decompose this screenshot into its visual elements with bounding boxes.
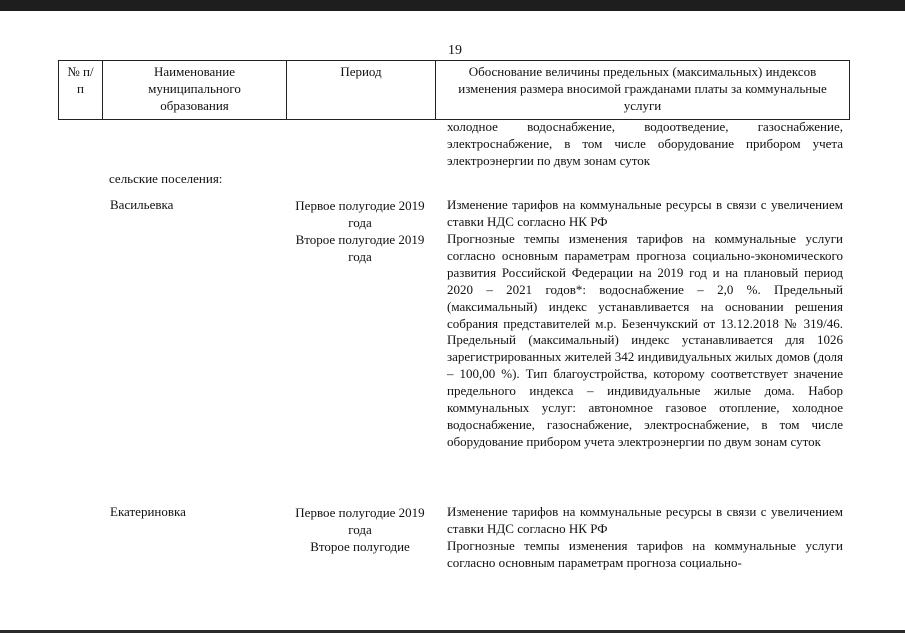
header-col-name: Наименование муниципального образования bbox=[103, 61, 287, 119]
row-1-text-2: Прогнозные темпы изменения тарифов на коммунальные услуги согласно основным параметрам прогноза социально-экономического развития Российской Федерации на 2019 год и на плановый период 2020 – 2021 годов*: водоснабжение – 2,0 %. Предельный (максимальный) индекс устанавливается на основании решения собрания представителей м.р. Безенчукский от 13.12.2018 № 319/46. Предельный (максимальный) индекс устанавливается для 1026 зарегистрированных жителей 342 индивидуальных жилых домов (доля – 100,00 %). Тип благоустройства, которому соответствует значение предельного индекса – индивидуальные жилые дома. Набор коммунальных услуг: автономное газовое отопление, холодное водоснабжение, газоснабжение, электроснабжение, в том числе оборудование прибором учета электроэнергии по двум зонам суток bbox=[447, 231, 843, 449]
row-2-text-2: Прогнозные темпы изменения тарифов на коммунальные услуги согласно основным параметрам прогноза социально- bbox=[447, 538, 843, 570]
page-number: 19 bbox=[448, 43, 462, 58]
table-header bbox=[58, 60, 850, 120]
row-1-period-2: Второе полугодие 2019 года bbox=[295, 232, 425, 264]
header-col-period: Период bbox=[287, 61, 436, 119]
continuation-text: холодное водоснабжение, водоотведение, газоснабжение, электроснабжение, в том числе оборудование прибором учета электроэнергии по двум зонам суток bbox=[447, 119, 843, 168]
bottom-border-rule bbox=[0, 630, 905, 633]
top-border-rule bbox=[0, 0, 905, 11]
row-2-text-1: Изменение тарифов на коммунальные ресурсы в связи с увеличением ставки НДС согласно НК РФ bbox=[447, 504, 843, 536]
row-1-municipality: Васильевка bbox=[110, 197, 174, 212]
row-1-period-1: Первое полугодие 2019 года bbox=[295, 198, 425, 230]
row-2-municipality: Екатериновка bbox=[110, 504, 186, 519]
row-2-period-2: Второе полугодие bbox=[310, 539, 410, 554]
header-col-number: № п/п bbox=[59, 61, 103, 119]
row-2-period-1: Первое полугодие 2019 года bbox=[295, 505, 425, 537]
row-1-text-1: Изменение тарифов на коммунальные ресурсы в связи с увеличением ставки НДС согласно НК РФ bbox=[447, 197, 843, 229]
header-col-justification: Обоснование величины предельных (максимальных) индексов изменения размера вносимой гражданами платы за коммунальные услуги bbox=[458, 64, 827, 113]
section-label: сельские поселения: bbox=[109, 171, 223, 186]
